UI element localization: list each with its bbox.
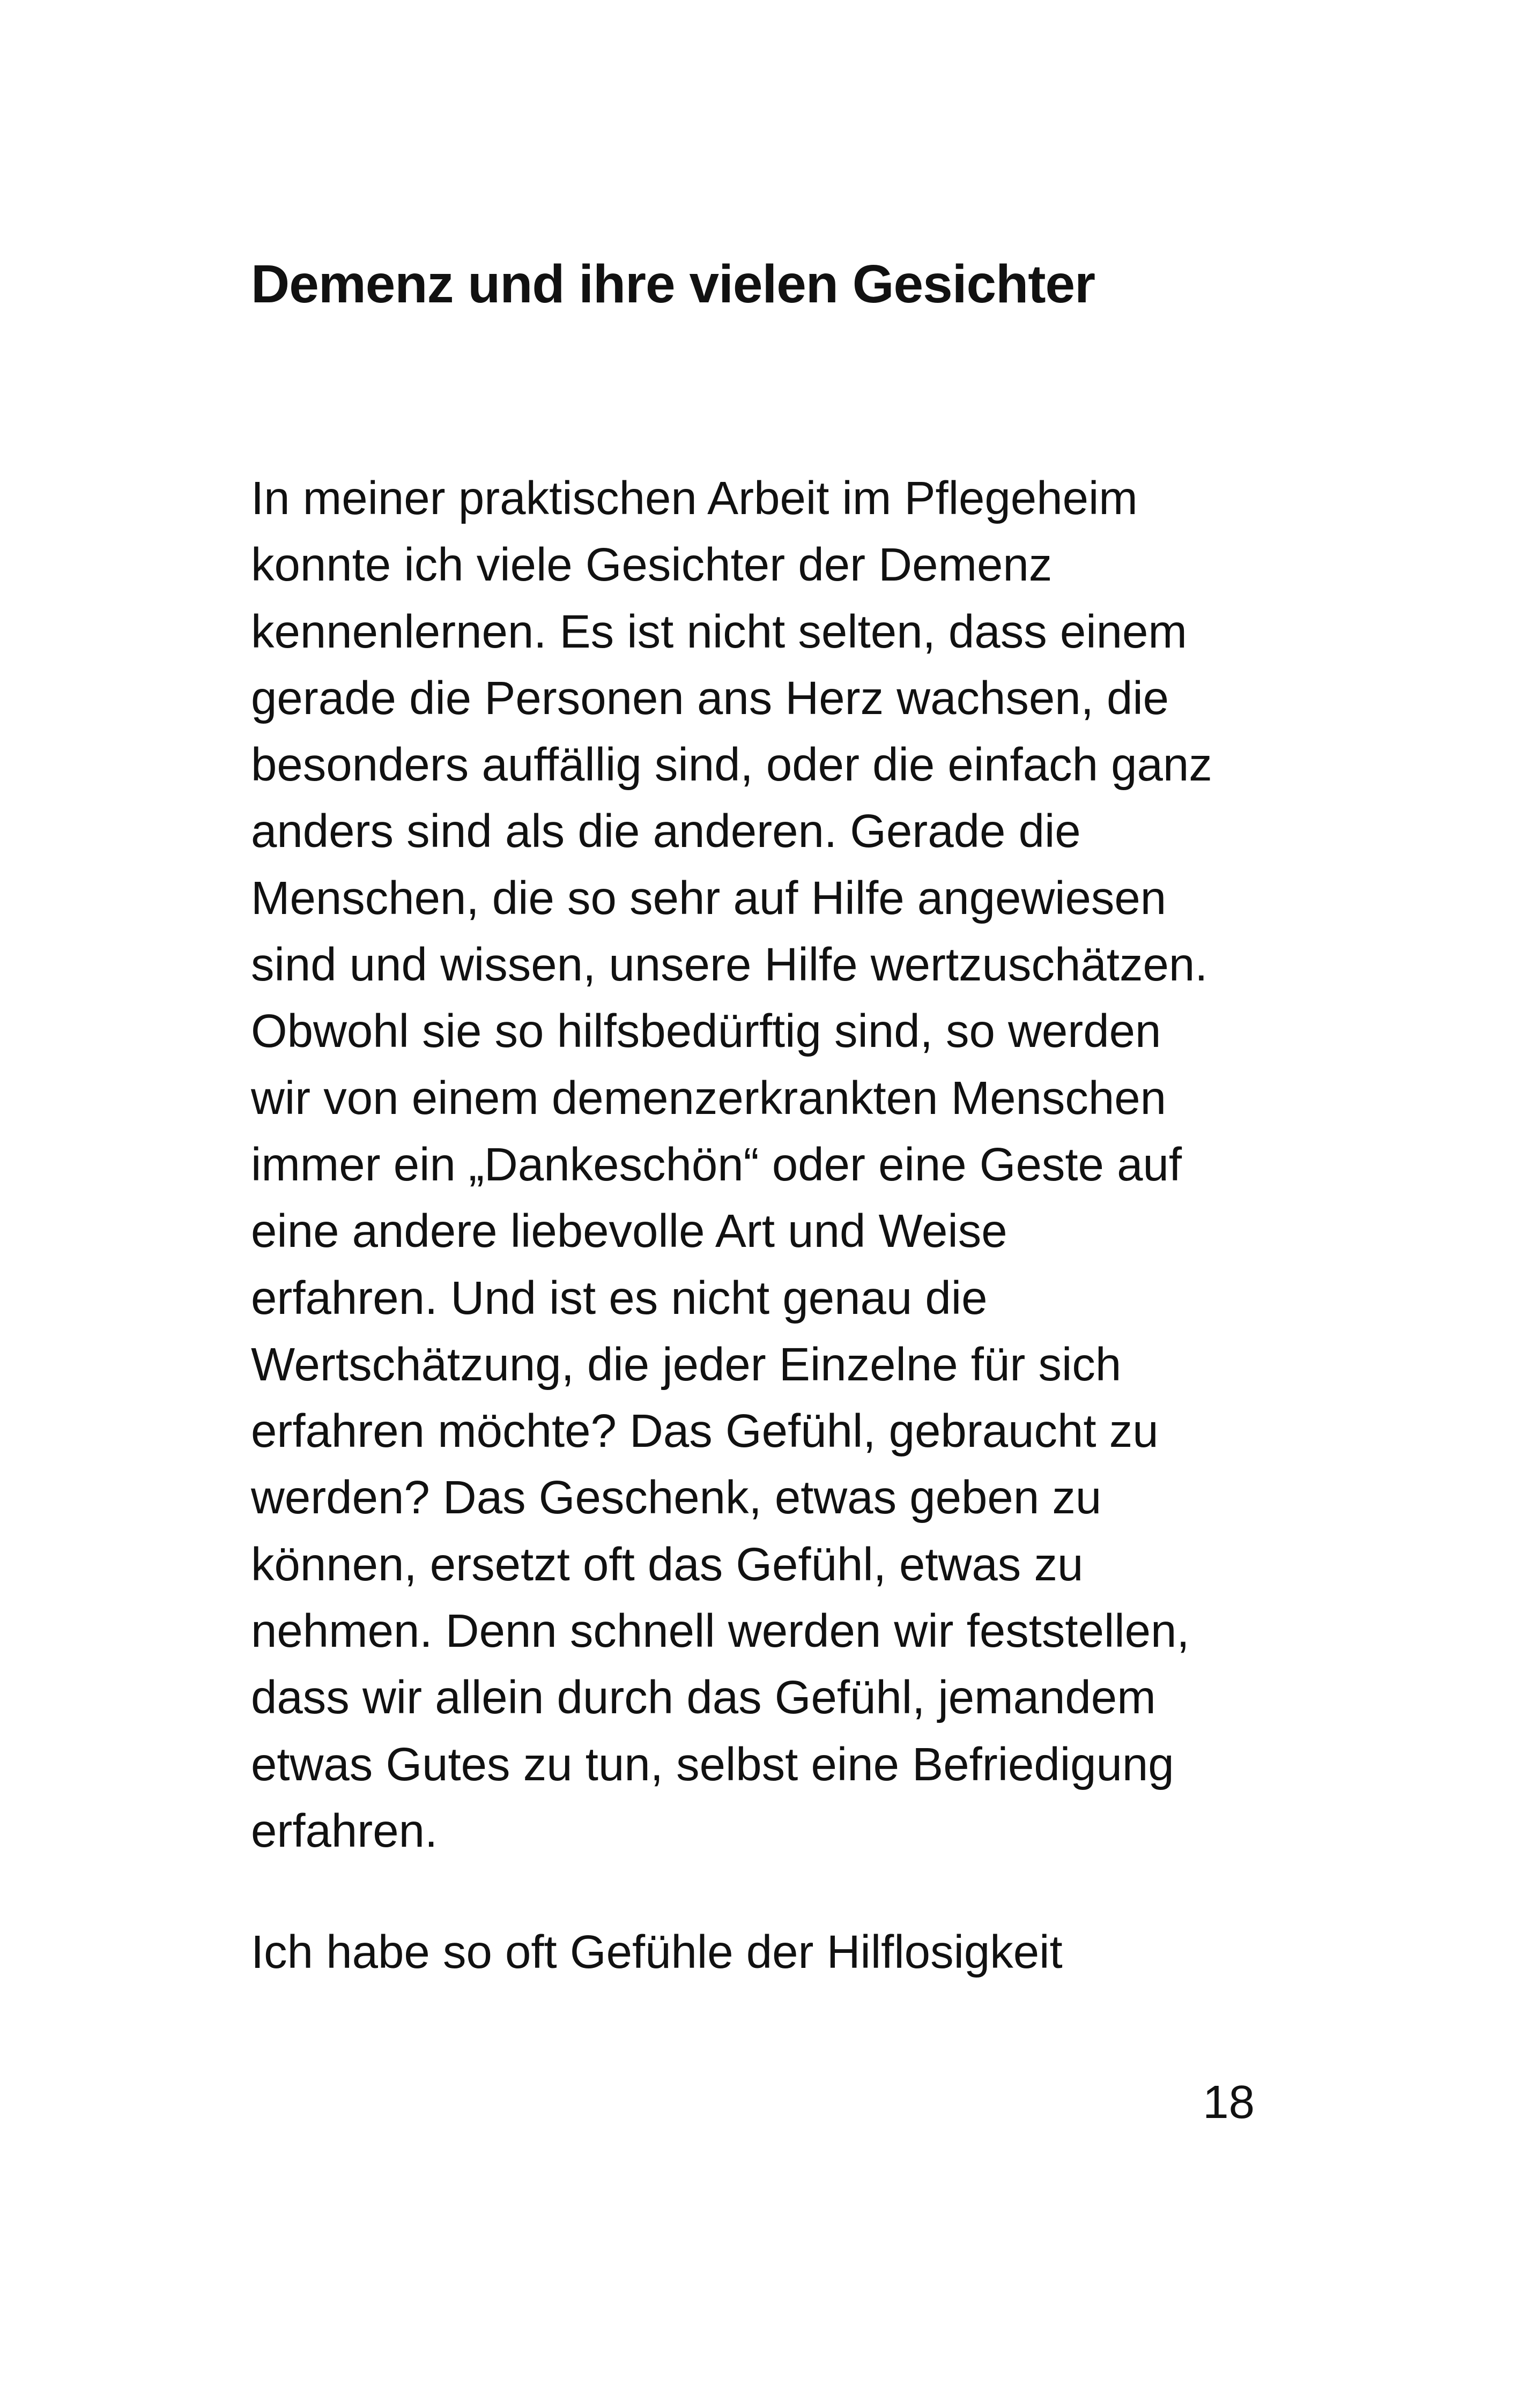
text-line: werden? Das Geschenk, etwas geben zu bbox=[251, 1471, 1102, 1524]
text-line: sind und wissen, unsere Hilfe wertzuschätzen. bbox=[251, 939, 1208, 991]
text-line: eine andere liebevolle Art und Weise bbox=[251, 1205, 1007, 1258]
text-line: Menschen, die so sehr auf Hilfe angewiesen bbox=[251, 872, 1167, 924]
chapter-heading: Demenz und ihre vielen Gesichter bbox=[251, 254, 1095, 314]
paragraph-1 bbox=[251, 465, 1296, 1864]
text-line: gerade die Personen ans Herz wachsen, die bbox=[251, 672, 1169, 724]
text-line: kennenlernen. Es ist nicht selten, dass einem bbox=[251, 605, 1187, 658]
text-line: etwas Gutes zu tun, selbst eine Befriedigung bbox=[251, 1738, 1174, 1790]
text-line: nehmen. Denn schnell werden wir feststellen, bbox=[251, 1605, 1190, 1658]
text-line: Ich habe so oft Gefühle der Hilflosigkeit bbox=[251, 1926, 1063, 1978]
text-line: anders sind als die anderen. Gerade die bbox=[251, 805, 1081, 858]
text-line: erfahren. Und ist es nicht genau die bbox=[251, 1272, 988, 1324]
text-line: konnte ich viele Gesichter der Demenz bbox=[251, 539, 1053, 591]
text-line: dass wir allein durch das Gefühl, jemandem bbox=[251, 1671, 1156, 1724]
text-line: können, ersetzt oft das Gefühl, etwas zu bbox=[251, 1538, 1084, 1591]
text-line: Obwohl sie so hilfsbedürftig sind, so werden bbox=[251, 1005, 1161, 1058]
page-number: 18 bbox=[1203, 2076, 1255, 2128]
text-line: wir von einem demenzerkrankten Menschen bbox=[251, 1072, 1166, 1124]
text-line: In meiner praktischen Arbeit im Pflegeheim bbox=[251, 472, 1138, 524]
text-line: besonders auffällig sind, oder die einfach ganz bbox=[251, 739, 1212, 791]
text-line: immer ein „Dankeschön“ oder eine Geste auf bbox=[251, 1138, 1182, 1191]
text-line: erfahren. bbox=[251, 1804, 438, 1857]
paragraph-2 bbox=[251, 1919, 1296, 1986]
text-line: Wertschätzung, die jeder Einzelne für sich bbox=[251, 1338, 1122, 1391]
text-line: erfahren möchte? Das Gefühl, gebraucht zu bbox=[251, 1405, 1159, 1458]
